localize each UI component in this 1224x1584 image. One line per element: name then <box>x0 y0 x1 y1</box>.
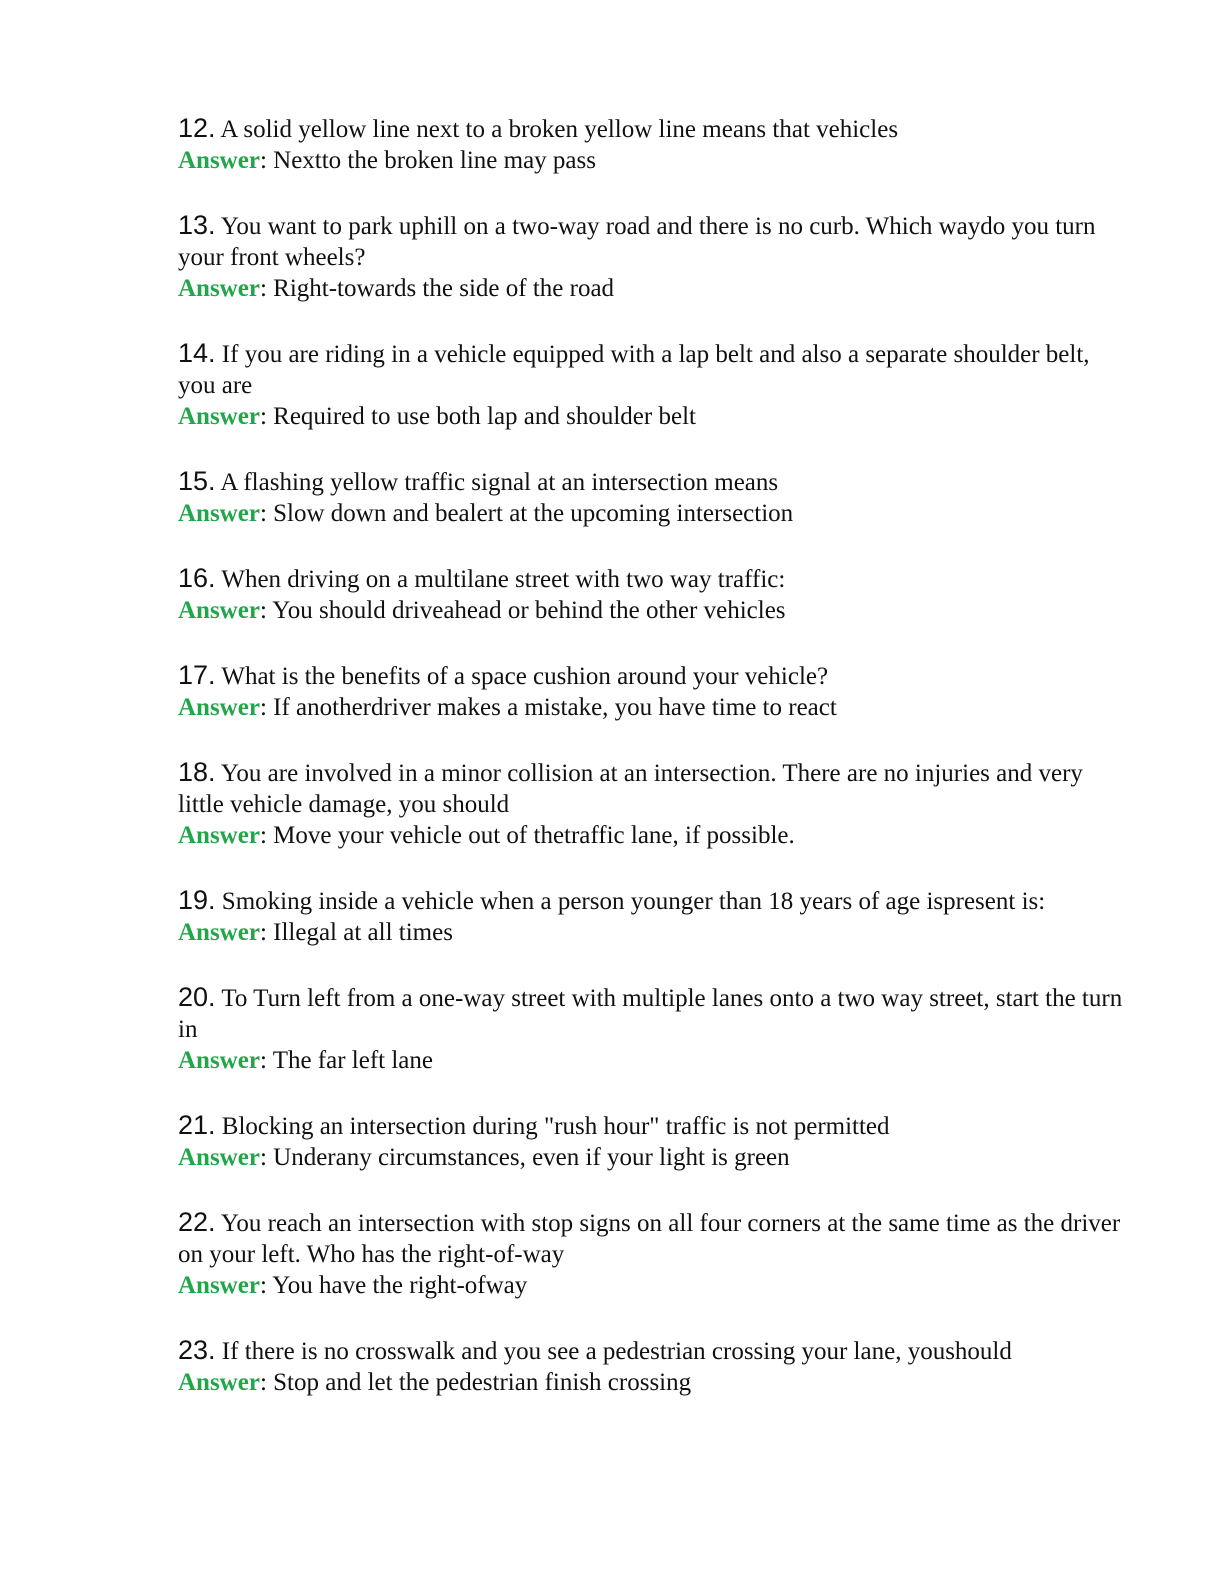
answer-label: Answer <box>178 275 260 302</box>
answer-label: Answer <box>178 919 260 946</box>
question-text <box>178 466 1128 498</box>
answer-colon: : <box>259 1047 273 1074</box>
answer-colon: : <box>259 500 274 527</box>
answer-colon: : <box>259 147 274 174</box>
answer-body: Illegal at all times <box>273 919 453 946</box>
qa-item <box>178 660 1128 723</box>
answer-label: Answer <box>178 403 260 430</box>
question-text <box>178 563 1128 595</box>
answer-body: Slow down and bealert at the upcoming intersection <box>273 500 794 527</box>
answer-text <box>178 498 1128 529</box>
answer-colon: : <box>259 822 274 849</box>
answer-label: Answer <box>178 597 260 624</box>
answer-label: Answer <box>178 1272 260 1299</box>
answer-text <box>178 595 1128 626</box>
question-text <box>178 1110 1128 1142</box>
question-number: 20. <box>178 982 216 1012</box>
question-number: 21. <box>178 1110 216 1140</box>
qa-item <box>178 1207 1128 1301</box>
qa-item <box>178 466 1128 529</box>
question-answer-list <box>178 113 1128 1398</box>
question-text <box>178 885 1128 917</box>
question-body: Smoking inside a vehicle when a person younger than 18 years of age ispresent is: <box>221 888 1046 915</box>
answer-text <box>178 692 1128 723</box>
answer-label: Answer <box>178 500 260 527</box>
question-text <box>178 757 1128 820</box>
question-text <box>178 338 1128 401</box>
answer-colon: : <box>259 1144 274 1171</box>
qa-item <box>178 1335 1128 1398</box>
answer-text <box>178 1367 1128 1398</box>
answer-colon: : <box>259 1369 274 1396</box>
answer-label: Answer <box>178 694 260 721</box>
qa-item <box>178 338 1128 432</box>
qa-item <box>178 1110 1128 1173</box>
question-number: 18. <box>178 757 216 787</box>
answer-text <box>178 145 1128 176</box>
answer-text <box>178 273 1128 304</box>
question-number: 15. <box>178 466 216 496</box>
qa-item <box>178 210 1128 304</box>
answer-body: If anotherdriver makes a mistake, you have time to react <box>273 694 837 721</box>
question-text <box>178 660 1128 692</box>
question-text <box>178 982 1128 1045</box>
question-body: If you are riding in a vehicle equipped with a lap belt and also a separate shoulder belt, you are <box>178 341 1090 399</box>
answer-label: Answer <box>178 1369 260 1396</box>
question-number: 22. <box>178 1207 216 1237</box>
qa-item <box>178 113 1128 176</box>
question-text <box>178 1207 1128 1270</box>
answer-colon: : <box>259 694 274 721</box>
answer-body: Nextto the broken line may pass <box>273 147 596 174</box>
question-body: To Turn left from a one-way street with multiple lanes onto a two way street, start the turn in <box>178 985 1123 1043</box>
answer-colon: : <box>259 275 274 302</box>
answer-body: You have the right-ofway <box>272 1272 528 1299</box>
question-body: You reach an intersection with stop signs on all four corners at the same time as the driver on your left. Who has the right-of-way <box>178 1210 1121 1268</box>
question-number: 14. <box>178 338 216 368</box>
qa-item <box>178 757 1128 851</box>
question-body: If there is no crosswalk and you see a pedestrian crossing your lane, youshould <box>221 1338 1012 1365</box>
qa-item <box>178 885 1128 948</box>
answer-label: Answer <box>178 1144 260 1171</box>
answer-text <box>178 401 1128 432</box>
question-number: 13. <box>178 210 216 240</box>
answer-body: Move your vehicle out of thetraffic lane, if possible. <box>273 822 795 849</box>
question-body: Blocking an intersection during "rush hour" traffic is not permitted <box>221 1113 890 1140</box>
question-number: 17. <box>178 660 216 690</box>
qa-item <box>178 563 1128 626</box>
answer-body: Stop and let the pedestrian finish crossing <box>273 1369 692 1396</box>
answer-label: Answer <box>178 822 260 849</box>
answer-text <box>178 1045 1128 1076</box>
answer-text <box>178 917 1128 948</box>
question-text <box>178 113 1128 145</box>
question-body: What is the benefits of a space cushion around your vehicle? <box>221 663 829 690</box>
answer-colon: : <box>259 1272 273 1299</box>
answer-text <box>178 1142 1128 1173</box>
answer-body: Underany circumstances, even if your light is green <box>273 1144 790 1171</box>
answer-text <box>178 820 1128 851</box>
question-body: When driving on a multilane street with two way traffic: <box>221 566 786 593</box>
answer-body: Required to use both lap and shoulder belt <box>273 403 696 430</box>
answer-body: Right-towards the side of the road <box>273 275 615 302</box>
question-body: You want to park uphill on a two-way road and there is no curb. Which waydo you turn your front wheels? <box>178 213 1096 271</box>
question-body: A flashing yellow traffic signal at an intersection means <box>220 469 779 496</box>
question-number: 12. <box>178 113 216 143</box>
qa-item <box>178 982 1128 1076</box>
question-text <box>178 210 1128 273</box>
answer-label: Answer <box>178 147 260 174</box>
answer-colon: : <box>259 919 274 946</box>
question-number: 23. <box>178 1335 216 1365</box>
question-number: 16. <box>178 563 216 593</box>
answer-colon: : <box>259 403 274 430</box>
question-number: 19. <box>178 885 216 915</box>
question-body: You are involved in a minor collision at an intersection. There are no injuries and very little vehicle damage, you should <box>178 760 1083 818</box>
question-text <box>178 1335 1128 1367</box>
answer-body: You should driveahead or behind the other vehicles <box>272 597 786 624</box>
answer-text <box>178 1270 1128 1301</box>
answer-colon: : <box>259 597 273 624</box>
question-body: A solid yellow line next to a broken yellow line means that vehicles <box>220 116 899 143</box>
answer-body: The far left lane <box>272 1047 434 1074</box>
answer-label: Answer <box>178 1047 260 1074</box>
